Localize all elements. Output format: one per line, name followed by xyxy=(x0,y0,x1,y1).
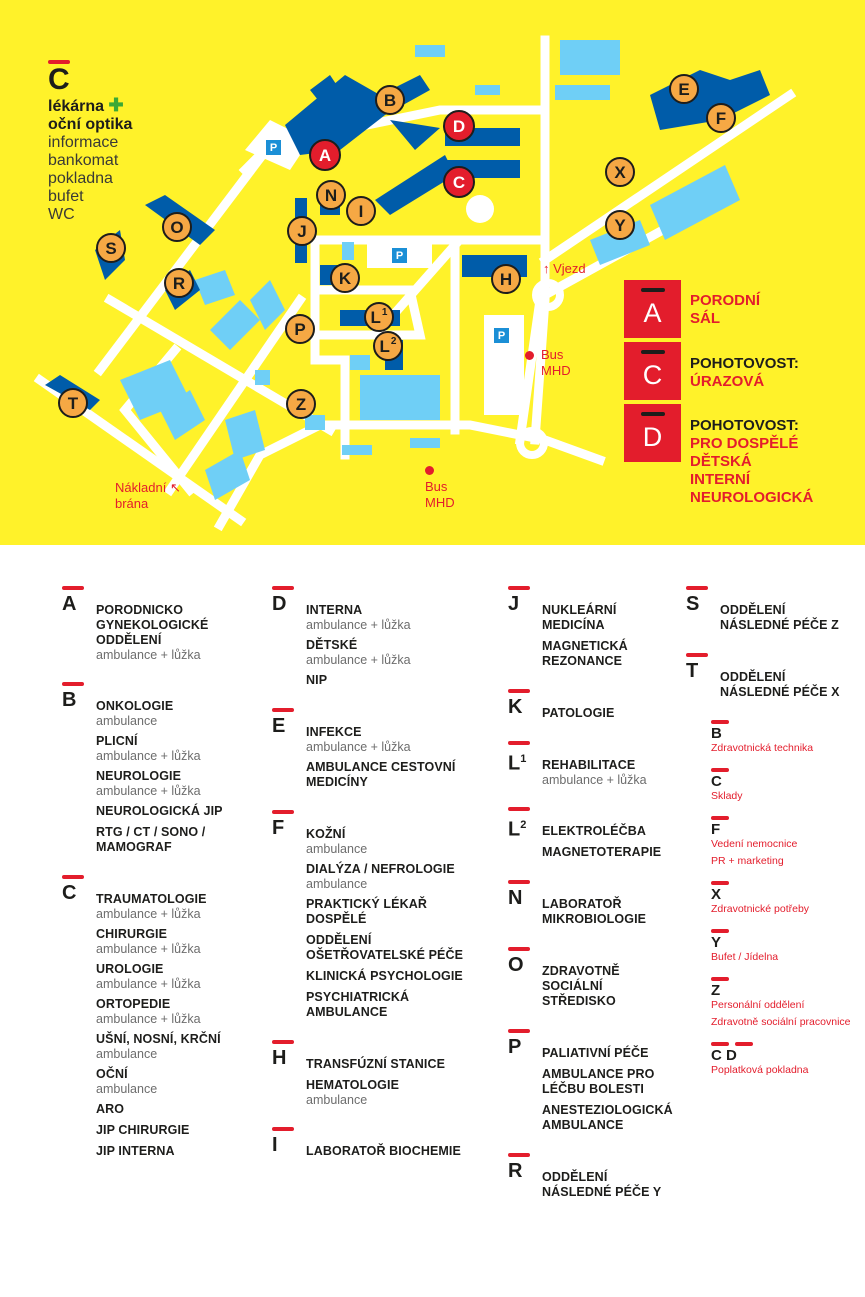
department-name: ARO xyxy=(96,1102,125,1116)
department-name: JIP CHIRURGIE xyxy=(96,1123,190,1137)
department-item xyxy=(306,638,482,667)
department-item xyxy=(96,1144,262,1159)
code-bar xyxy=(508,947,530,951)
legend-code: R xyxy=(508,1160,523,1182)
department-name: PRAKTICKÝ LÉKAŘ DOSPĚLÉ xyxy=(306,897,427,926)
legend-code: C xyxy=(62,882,77,904)
campus-map xyxy=(0,0,865,545)
department-name: KLINICKÁ PSYCHOLOGIE xyxy=(306,969,463,983)
legend-group-H xyxy=(272,1040,482,1107)
legend-group-D xyxy=(272,586,482,688)
code-bar xyxy=(711,881,729,885)
department-item xyxy=(306,990,482,1020)
service-code: Z xyxy=(711,982,721,999)
department-item xyxy=(96,804,262,819)
code-bar xyxy=(711,816,729,820)
legend-group-N xyxy=(508,880,678,927)
department-item xyxy=(542,845,678,860)
marker-Y[interactable]: Y xyxy=(605,210,635,240)
department-type: ambulance + lůžka xyxy=(96,648,201,662)
department-name: ODDĚLENÍ NÁSLEDNÉ PÉČE X xyxy=(720,670,840,699)
legend-group-P xyxy=(508,1029,678,1133)
info-item: bufet xyxy=(48,188,84,205)
department-item xyxy=(306,827,482,856)
department-name: TRAUMATOLOGIE xyxy=(96,892,207,906)
marker-A[interactable]: A xyxy=(309,139,341,171)
marker-H[interactable]: H xyxy=(491,264,521,294)
legend-group-T xyxy=(686,653,856,700)
department-item xyxy=(96,699,262,728)
department-item xyxy=(542,824,678,839)
emergency-text-A: PORODNÍ SÁL xyxy=(690,292,761,327)
marker-F[interactable]: F xyxy=(706,103,736,133)
department-name: LABORATOŘ MIKROBIOLOGIE xyxy=(542,897,647,926)
service-description: Vedení nemocnice xyxy=(711,838,798,850)
department-name: AMBULANCE CESTOVNÍ MEDICÍNY xyxy=(306,760,456,789)
main-building-info xyxy=(48,60,132,224)
department-name: DIALÝZA / NEFROLOGIE xyxy=(306,862,455,876)
legend-group-I xyxy=(272,1127,482,1159)
legend-column-3 xyxy=(508,586,678,1220)
code-bar xyxy=(508,1153,530,1157)
service-description: Personální oddělení xyxy=(711,999,805,1011)
legend-code: E xyxy=(272,715,286,737)
department-name: LABORATOŘ BIOCHEMIE xyxy=(306,1144,461,1158)
department-type: ambulance xyxy=(306,1093,368,1107)
marker-N[interactable]: N xyxy=(316,180,346,210)
marker-T[interactable]: T xyxy=(58,388,88,418)
department-item xyxy=(306,933,482,963)
department-name: ONKOLOGIE xyxy=(96,699,174,713)
code-bar xyxy=(272,1127,294,1131)
code-bar xyxy=(62,682,84,686)
department-name: INTERNA xyxy=(306,603,363,617)
department-name: HEMATOLOGIE xyxy=(306,1078,400,1092)
department-item xyxy=(96,603,262,662)
code-bar xyxy=(272,586,294,590)
department-name: ORTOPEDIE xyxy=(96,997,171,1011)
parking-icon: P xyxy=(392,248,407,263)
services-list xyxy=(686,720,856,1076)
code-bar xyxy=(711,929,729,933)
code-bar xyxy=(508,689,530,693)
department-type: ambulance + lůžka xyxy=(306,618,411,632)
department-item xyxy=(306,897,482,927)
service-group xyxy=(711,929,856,963)
department-name: UŠNÍ, NOSNÍ, KRČNÍ xyxy=(96,1032,221,1046)
department-item xyxy=(306,725,482,754)
emergency-badge-C: C xyxy=(624,342,681,400)
info-item: bankomat xyxy=(48,152,119,169)
service-code: B xyxy=(711,725,722,742)
bus-stop-label: Bus MHD xyxy=(541,347,571,378)
emergency-badge-D: D xyxy=(624,404,681,462)
department-name: PSYCHIATRICKÁ AMBULANCE xyxy=(306,990,410,1019)
department-name: NEUROLOGICKÁ JIP xyxy=(96,804,223,818)
department-name: CHIRURGIE xyxy=(96,927,168,941)
service-code: X xyxy=(711,886,722,903)
legend-group-R xyxy=(508,1153,678,1200)
department-item xyxy=(542,964,678,1009)
info-item-optics: oční optika xyxy=(48,116,133,133)
marker-Z[interactable]: Z xyxy=(286,389,316,419)
department-item xyxy=(96,1067,262,1096)
department-name: PALIATIVNÍ PÉČE xyxy=(542,1046,649,1060)
service-code: F xyxy=(711,821,721,838)
legend-group-K xyxy=(508,689,678,721)
department-type: ambulance xyxy=(306,842,368,856)
code-bar xyxy=(62,875,84,879)
emergency-text-D: POHOTOVOST: PRO DOSPĚLÉ DĚTSKÁ INTERNÍ NEUROLOGICKÁ xyxy=(690,417,814,506)
info-code: C xyxy=(48,63,70,96)
marker-E[interactable]: E xyxy=(669,74,699,104)
code-bar xyxy=(62,586,84,590)
department-type: ambulance + lůžka xyxy=(96,784,201,798)
legend-code: A xyxy=(62,593,77,615)
freight-gate-label: Nákladní ↖ brána xyxy=(115,480,181,511)
department-item xyxy=(96,997,262,1026)
marker-J[interactable]: J xyxy=(287,216,317,246)
department-name: ODDĚLENÍ NÁSLEDNÉ PÉČE Y xyxy=(542,1170,662,1199)
green-cross-icon: ✚ xyxy=(108,95,124,115)
code-bar xyxy=(508,807,530,811)
info-item-pharmacy: lékárna xyxy=(48,98,105,115)
code-bar xyxy=(508,586,530,590)
legend-group-F xyxy=(272,810,482,1020)
department-name: ODDĚLENÍ OŠETŘOVATELSKÉ PÉČE xyxy=(306,933,464,962)
department-name: ANESTEZIOLOGICKÁ AMBULANCE xyxy=(542,1103,673,1132)
code-bar xyxy=(508,1029,530,1033)
info-item: informace xyxy=(48,134,119,151)
department-name: JIP INTERNA xyxy=(96,1144,175,1158)
info-item: WC xyxy=(48,206,75,223)
arrow-up-icon: ↑ xyxy=(543,261,550,276)
department-type: ambulance + lůžka xyxy=(306,653,411,667)
code-bar xyxy=(508,880,530,884)
service-description: Sklady xyxy=(711,790,743,802)
legend-code: J xyxy=(508,593,520,615)
code-bar xyxy=(711,1042,729,1046)
department-type: ambulance + lůžka xyxy=(96,749,201,763)
department-name: REHABILITACE xyxy=(542,758,636,772)
department-item xyxy=(306,760,482,790)
department-item xyxy=(96,962,262,991)
department-item xyxy=(96,825,262,855)
service-description: Bufet / Jídelna xyxy=(711,951,779,963)
marker-K[interactable]: K xyxy=(330,263,360,293)
code-bar xyxy=(272,708,294,712)
department-name: PATOLOGIE xyxy=(542,706,615,720)
legend-group-L1 xyxy=(508,741,678,787)
bus-stop-label: Bus MHD xyxy=(425,479,455,510)
department-name: ELEKTROLÉČBA xyxy=(542,824,646,838)
code-bar xyxy=(735,1042,753,1046)
legend-group-O xyxy=(508,947,678,1009)
department-item xyxy=(306,862,482,891)
department-item xyxy=(96,892,262,921)
department-item xyxy=(720,670,856,700)
code-bar xyxy=(272,810,294,814)
department-item xyxy=(542,897,678,927)
marker-O[interactable]: O xyxy=(162,212,192,242)
department-name: RTG / CT / SONO / MAMOGRAF xyxy=(96,825,206,854)
service-code: C xyxy=(711,773,722,790)
code-bar xyxy=(711,768,729,772)
code-bar xyxy=(711,977,729,981)
marker-I[interactable]: I xyxy=(346,196,376,226)
department-type: ambulance xyxy=(306,877,368,891)
department-name: NEUROLOGIE xyxy=(96,769,182,783)
department-item xyxy=(542,706,678,721)
department-item xyxy=(542,639,678,669)
bus-stop-icon xyxy=(425,466,434,475)
department-type: ambulance + lůžka xyxy=(96,977,201,991)
marker-R[interactable]: R xyxy=(164,268,194,298)
code-bar xyxy=(711,720,729,724)
marker-B[interactable]: B xyxy=(375,85,405,115)
legend-code: O xyxy=(508,954,524,976)
marker-L2[interactable]: L $^2$ xyxy=(373,331,403,361)
legend-group-S xyxy=(686,586,856,633)
code-bar xyxy=(272,1040,294,1044)
department-name: KOŽNÍ xyxy=(306,827,346,841)
service-group xyxy=(711,1042,856,1076)
department-item xyxy=(542,1046,678,1061)
service-description: PR + marketing xyxy=(711,855,784,867)
department-type: ambulance xyxy=(96,1082,158,1096)
legend-column-1 xyxy=(62,586,262,1179)
legend-code: P xyxy=(508,1036,522,1058)
department-item xyxy=(306,1078,482,1107)
department-item xyxy=(306,969,482,984)
legend-code: I xyxy=(272,1134,278,1156)
department-type: ambulance + lůžka xyxy=(96,942,201,956)
department-item xyxy=(96,734,262,763)
department-item xyxy=(542,1170,678,1200)
service-code: C D xyxy=(711,1047,737,1064)
service-group xyxy=(711,977,856,1028)
department-item xyxy=(306,1144,482,1159)
legend-group-L2 xyxy=(508,807,678,860)
parking-icon: P xyxy=(266,140,281,155)
legend-code: H xyxy=(272,1047,287,1069)
department-item xyxy=(720,603,856,633)
department-name: INFEKCE xyxy=(306,725,362,739)
code-bar xyxy=(508,741,530,745)
legend-group-A xyxy=(62,586,262,662)
department-item xyxy=(542,1067,678,1097)
service-description: Poplatková pokladna xyxy=(711,1064,809,1076)
department-name: AMBULANCE PRO LÉČBU BOLESTI xyxy=(542,1067,655,1096)
service-description: Zdravotnické potřeby xyxy=(711,903,810,915)
legend-group-J xyxy=(508,586,678,669)
emergency-text-C: POHOTOVOST: ÚRAZOVÁ xyxy=(690,355,799,390)
legend-code: $L^1$ xyxy=(508,752,527,775)
service-group xyxy=(711,881,856,915)
department-type: ambulance + lůžka xyxy=(96,907,201,921)
legend-column-4 xyxy=(686,586,856,1090)
department-type: ambulance xyxy=(96,714,158,728)
department-item xyxy=(96,769,262,798)
emergency-badge-A: A xyxy=(624,280,681,338)
department-type: ambulance + lůžka xyxy=(306,740,411,754)
legend-code: K xyxy=(508,696,523,718)
legend-code: S xyxy=(686,593,700,615)
arrow-icon: ↖ xyxy=(169,480,181,495)
marker-S[interactable]: S xyxy=(96,233,126,263)
parking-icon: P xyxy=(494,328,509,343)
department-name: MAGNETICKÁ REZONANCE xyxy=(542,639,628,668)
department-name: PLICNÍ xyxy=(96,734,138,748)
department-item xyxy=(96,1123,262,1138)
code-bar xyxy=(686,586,708,590)
service-group xyxy=(711,816,856,867)
department-item xyxy=(542,758,678,787)
department-name: ODDĚLENÍ NÁSLEDNÉ PÉČE Z xyxy=(720,603,839,632)
department-name: TRANSFÚZNÍ STANICE xyxy=(306,1057,446,1071)
marker-L1[interactable]: L $^1$ xyxy=(364,302,394,332)
legend-code: D xyxy=(272,593,287,615)
legend-column-2 xyxy=(272,586,482,1179)
legend-code: F xyxy=(272,817,285,839)
department-item xyxy=(96,927,262,956)
department-item xyxy=(542,1103,678,1133)
code-bar xyxy=(686,653,708,657)
service-group xyxy=(711,720,856,754)
department-item xyxy=(96,1032,262,1061)
department-name: UROLOGIE xyxy=(96,962,164,976)
department-item xyxy=(542,603,678,633)
info-item: pokladna xyxy=(48,170,113,187)
legend-group-E xyxy=(272,708,482,790)
legend-group-B xyxy=(62,682,262,855)
marker-X[interactable]: X xyxy=(605,157,635,187)
department-name: ZDRAVOTNĚ SOCIÁLNÍ STŘEDISKO xyxy=(542,964,620,1008)
department-item xyxy=(96,1102,262,1117)
department-name: PORODNICKO GYNEKOLOGICKÉ ODDĚLENÍ xyxy=(96,603,209,647)
legend-group-C xyxy=(62,875,262,1159)
department-type: ambulance xyxy=(96,1047,158,1061)
legend-code: T xyxy=(686,660,699,682)
department-name: MAGNETOTERAPIE xyxy=(542,845,662,859)
legend-code: $L^2$ xyxy=(508,818,527,841)
marker-C[interactable]: C xyxy=(443,166,475,198)
service-description: Zdravotnická technika xyxy=(711,742,814,754)
marker-P[interactable]: P xyxy=(285,314,315,344)
department-type: ambulance + lůžka xyxy=(96,1012,201,1026)
department-item xyxy=(306,673,482,688)
bus-stop-icon xyxy=(525,351,534,360)
department-name: OČNÍ xyxy=(96,1067,128,1081)
department-name: NIP xyxy=(306,673,328,687)
entrance-label: ↑ Vjezd xyxy=(543,261,586,276)
marker-D[interactable]: D xyxy=(443,110,475,142)
department-name: DĚTSKÉ xyxy=(306,638,358,652)
service-description: Zdravotně sociální pracovnice xyxy=(711,1016,851,1028)
department-name: NUKLEÁRNÍ MEDICÍNA xyxy=(542,603,617,632)
service-code: Y xyxy=(711,934,722,951)
department-type: ambulance + lůžka xyxy=(542,773,647,787)
department-item xyxy=(306,1057,482,1072)
legend-code: N xyxy=(508,887,523,909)
legend-code: B xyxy=(62,689,77,711)
service-group xyxy=(711,768,856,802)
department-item xyxy=(306,603,482,632)
